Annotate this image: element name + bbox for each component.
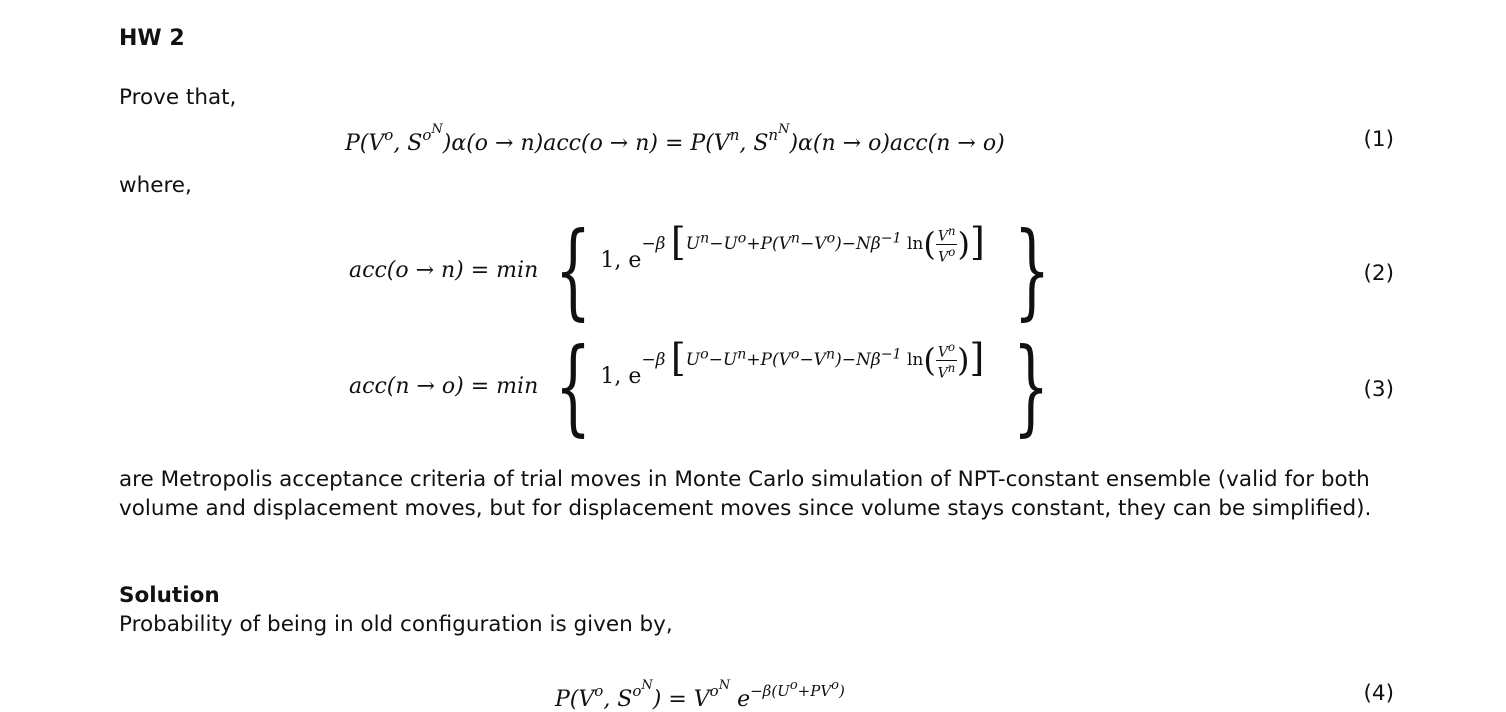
equation-2: acc(o → n) = min { 1, e −β [$U^n-U^o+P(V^n-V^o)-N\beta^{-1}$ ln( $\frac{V^n}{V^o}$ )] } bbox=[349, 209, 1051, 331]
equation-2-lhs: acc(o → n) = min bbox=[349, 257, 539, 283]
equation-3-lhs: acc(n → o) = min bbox=[349, 373, 539, 399]
body-paragraph: are Metropolis acceptance criteria of trial moves in Monte Carlo simulation of NPT-constant ensemble (valid for both volume and displacement moves, but for displacement moves since volume stays constant, they can be simplified). bbox=[119, 467, 1372, 521]
equation-3: acc(n → o) = min { 1, e −β [$U^o-U^n+P(V^o-V^n)-N\beta^{-1}$ ln( $\frac{V^o}{V^n}$ )] } bbox=[349, 325, 1050, 447]
intro-text: Prove that, bbox=[119, 85, 237, 110]
equation-number-4: (4) bbox=[1363, 681, 1394, 706]
equation-number-2: (2) bbox=[1363, 261, 1394, 286]
equation-number-3: (3) bbox=[1363, 377, 1394, 402]
equation-2-one: 1, e bbox=[600, 247, 642, 273]
equation-1: $P(V^o$, $S^{oN})\alpha(o \to n)acc(o \to n) = P(V^n$, $S^{nN})\alpha(n \to o)acc(n \to o)$ bbox=[345, 122, 1005, 156]
where-text: where, bbox=[119, 173, 192, 198]
equation-4: $P(V^o$, $S^{oN}) = V^{oN}$ $e^{-\beta(Uo+PVo)}$ bbox=[555, 678, 845, 712]
equation-3-one: 1, e bbox=[600, 363, 642, 389]
document-title: HW 2 bbox=[119, 26, 185, 51]
solution-text: Probability of being in old configuration is given by, bbox=[119, 612, 673, 637]
equation-number-1: (1) bbox=[1363, 127, 1394, 152]
solution-heading: Solution bbox=[119, 583, 220, 608]
